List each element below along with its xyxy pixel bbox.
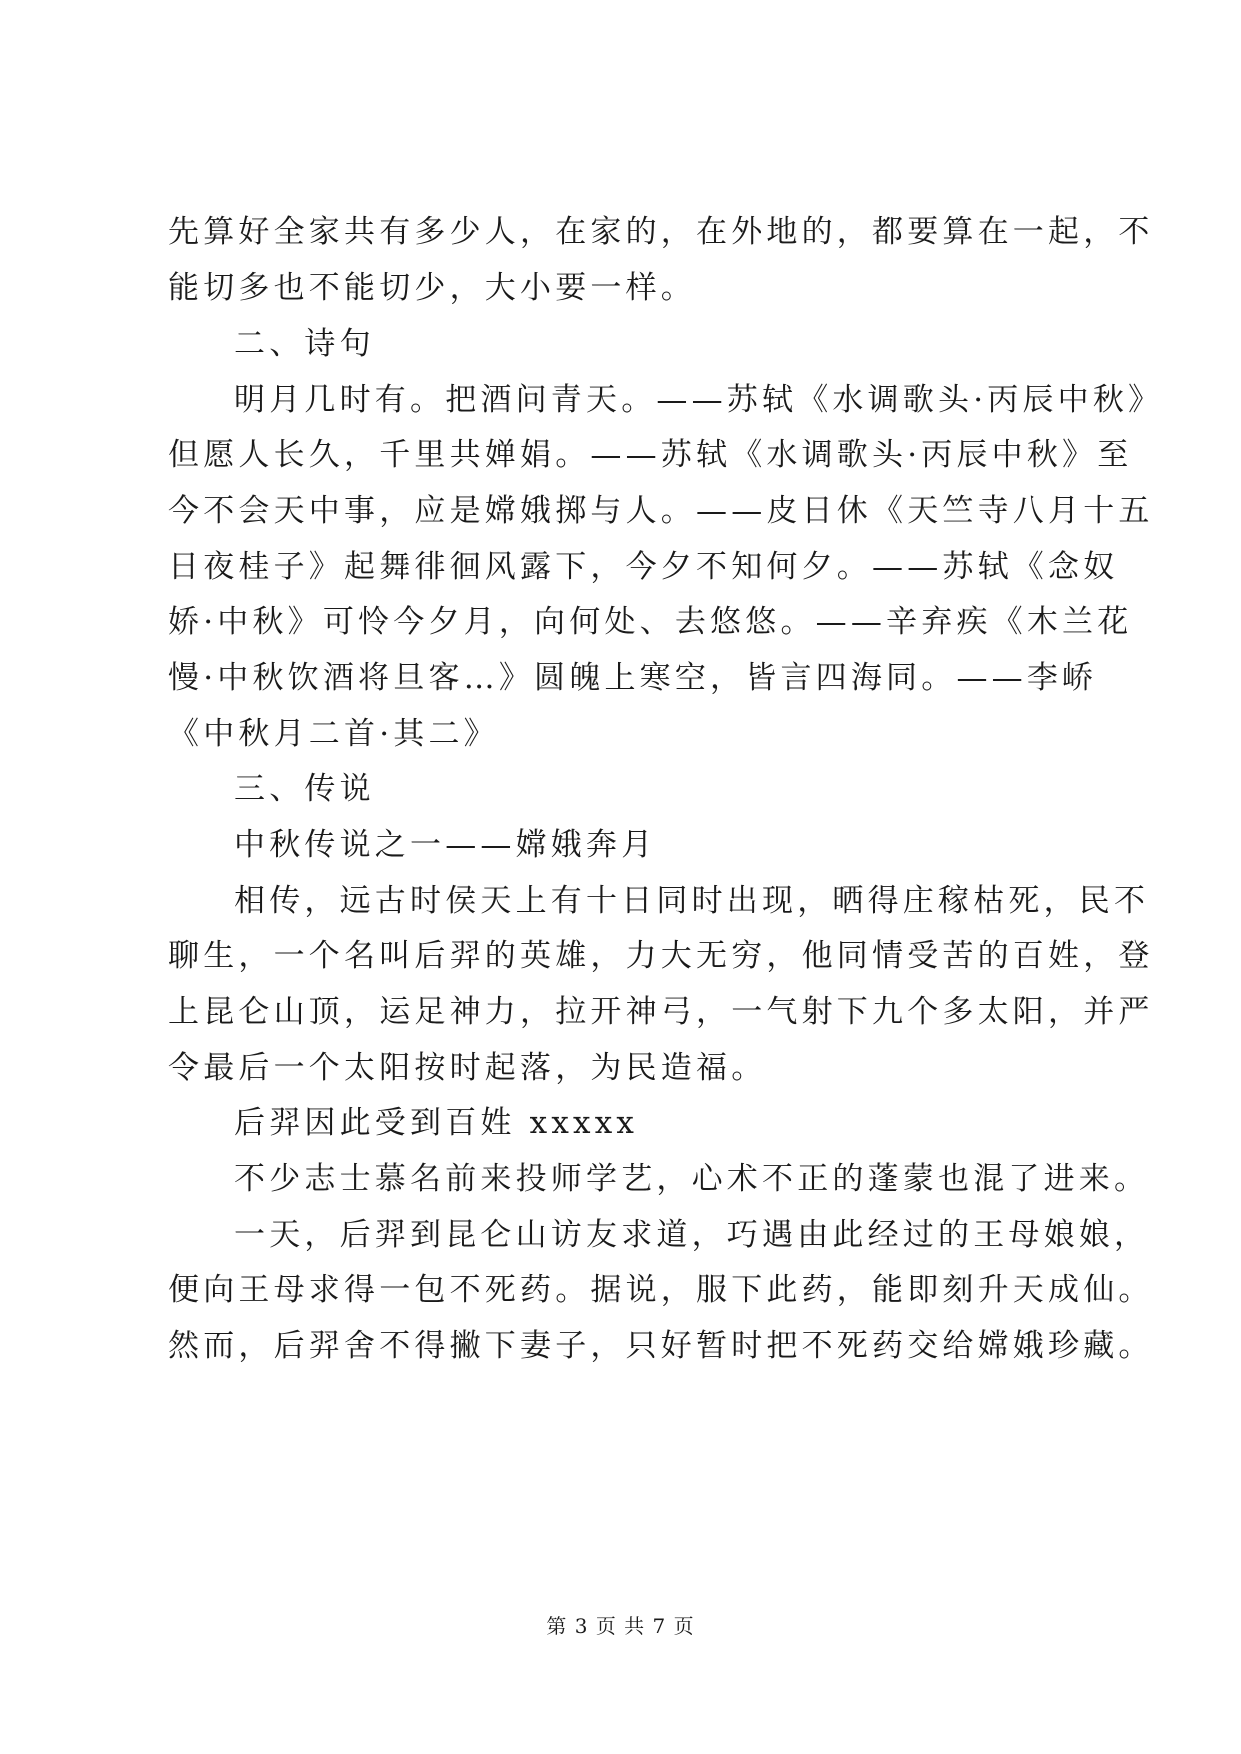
poem-line: 明月几时有。把酒问青天。——苏轼《水调歌头·丙辰中秋》 — [234, 382, 1164, 418]
poem-line: 慢·中秋饮酒将旦客…》圆魄上寒空，皆言四海同。——李峤 — [168, 660, 1098, 696]
body-text-line: 便向王母求得一包不死药。据说，服下此药，能即刻升天成仙。 — [168, 1272, 1154, 1308]
body-text-line: 一天，后羿到昆仑山访友求道，巧遇由此经过的王母娘娘， — [234, 1217, 1150, 1253]
body-text-line: 聊生，一个名叫后羿的英雄，力大无穷，他同情受苦的百姓，登 — [168, 938, 1154, 974]
section-heading-legend: 三、传说 — [234, 771, 375, 807]
poem-line: 今不会天中事，应是嫦娥掷与人。——皮日休《天竺寺八月十五 — [168, 493, 1154, 529]
body-text-line: 先算好全家共有多少人，在家的，在外地的，都要算在一起，不 — [168, 214, 1154, 250]
body-text-line: 后羿因此受到百姓 xxxxx — [234, 1105, 639, 1141]
body-text-line: 不少志士慕名前来投师学艺，心术不正的蓬蒙也混了进来。 — [234, 1161, 1150, 1197]
body-text-line: 上昆仑山顶，运足神力，拉开神弓，一气射下九个多太阳，并严 — [168, 994, 1154, 1030]
body-text-line: 令最后一个太阳按时起落，为民造福。 — [168, 1050, 767, 1086]
poem-line: 日夜桂子》起舞徘徊风露下，今夕不知何夕。——苏轼《念奴 — [168, 549, 1119, 585]
poem-line: 《中秋月二首·其二》 — [168, 716, 499, 752]
section-heading-poems: 二、诗句 — [234, 326, 375, 362]
poem-line: 娇·中秋》可怜今夕月，向何处、去悠悠。——辛弃疾《木兰花 — [168, 604, 1133, 640]
poem-line: 但愿人长久，千里共婵娟。——苏轼《水调歌头·丙辰中秋》至 — [168, 437, 1133, 473]
body-text-line: 然而，后羿舍不得撇下妻子，只好暂时把不死药交给嫦娥珍藏。 — [168, 1328, 1154, 1364]
subheading-change-e: 中秋传说之一——嫦娥奔月 — [234, 827, 657, 863]
body-text-line: 能切多也不能切少，大小要一样。 — [168, 270, 696, 306]
page-number-footer: 第 3 页 共 7 页 — [546, 1614, 695, 1638]
body-text-line: 相传，远古时侯天上有十日同时出现，晒得庄稼枯死，民不 — [234, 883, 1150, 919]
